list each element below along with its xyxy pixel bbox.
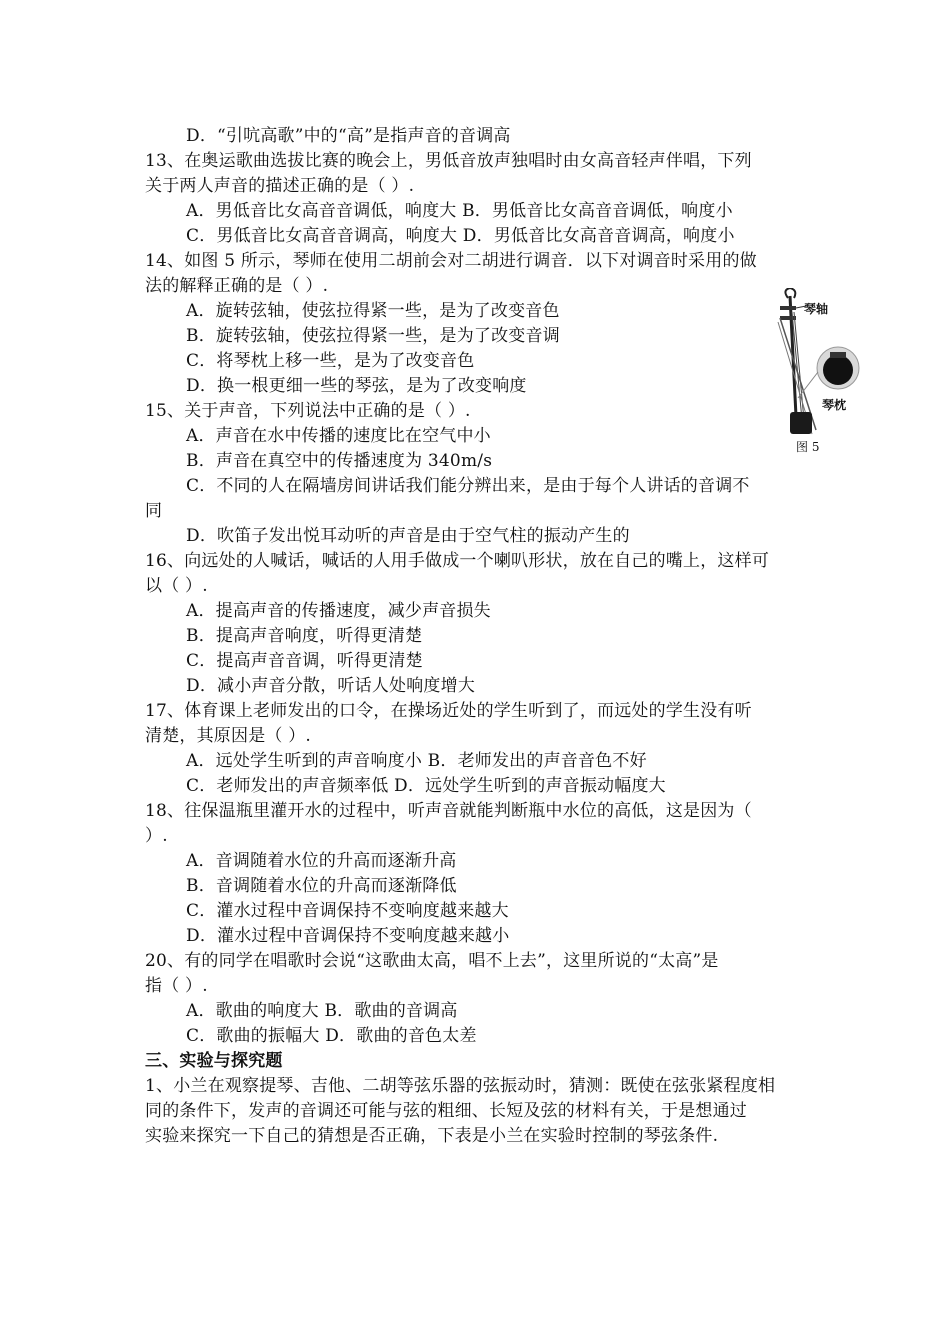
q15-option-a: A．声音在水中传播的速度比在空气中小 bbox=[186, 426, 491, 446]
q18-option-b: B．音调随着水位的升高而逐渐降低 bbox=[186, 876, 457, 896]
q13-stem-line1: 13、在奥运歌曲选拔比赛的晚会上，男低音放声独唱时由女高音轻声伴唱，下列 bbox=[145, 151, 752, 171]
section-heading-experiments: 三、实验与探究题 bbox=[145, 1051, 283, 1071]
q14-option-b: B．旋转弦轴，使弦拉得紧一些，是为了改变音调 bbox=[186, 326, 560, 346]
label-pillow: 琴枕 bbox=[822, 398, 847, 412]
q14-option-c: C．将琴枕上移一些，是为了改变音色 bbox=[186, 351, 475, 371]
q16-stem-line2: 以（ ）. bbox=[145, 576, 208, 596]
q17-options-ab: A．远处学生听到的声音响度小 B．老师发出的声音音色不好 bbox=[186, 751, 647, 771]
label-peg: 琴轴 bbox=[804, 302, 829, 316]
q17-stem-line2: 清楚，其原因是（ ）. bbox=[145, 726, 312, 746]
q20-options-cd: C．歌曲的振幅大 D．歌曲的音色太差 bbox=[186, 1026, 477, 1046]
q18-stem-line1: 18、往保温瓶里灌开水的过程中，听声音就能判断瓶中水位的高低，这是因为（ bbox=[145, 801, 752, 821]
q14-stem-line2: 法的解释正确的是（ ）. bbox=[145, 276, 329, 296]
exp1-text-line3: 实验来探究一下自己的猜想是否正确，下表是小兰在实验时控制的琴弦条件. bbox=[145, 1126, 719, 1146]
q18-option-c: C．灌水过程中音调保持不变响度越来越大 bbox=[186, 901, 509, 921]
q20-stem-line2: 指（ ）. bbox=[145, 976, 208, 996]
exp1-text-line2: 同的条件下，发声的音调还可能与弦的粗细、长短及弦的材料有关，于是想通过 bbox=[145, 1101, 747, 1121]
q18-option-a: A．音调随着水位的升高而逐渐升高 bbox=[186, 851, 457, 871]
q17-stem-line1: 17、体育课上老师发出的口令，在操场近处的学生听到了，而远处的学生没有听 bbox=[145, 701, 752, 721]
q14-option-a: A．旋转弦轴，使弦拉得紧一些，是为了改变音色 bbox=[186, 301, 560, 321]
figure-caption: 图 5 bbox=[796, 440, 820, 454]
q18-stem-line2: ）. bbox=[145, 826, 168, 846]
q14-stem-line1: 14、如图 5 所示，琴师在使用二胡前会对二胡进行调音．以下对调音时采用的做 bbox=[145, 251, 757, 271]
q15-option-c-line2: 同 bbox=[145, 501, 163, 521]
q16-option-d: D．减小声音分散，听话人处响度增大 bbox=[186, 676, 476, 696]
erhu-figure bbox=[776, 288, 862, 458]
q15-option-b: B．声音在真空中的传播速度为 340m/s bbox=[186, 451, 493, 471]
q13-options-ab: A．男低音比女高音音调低，响度大 B．男低音比女高音音调低，响度小 bbox=[186, 201, 733, 221]
q12-option-d: D．“引吭高歌”中的“高”是指声音的音调高 bbox=[186, 126, 511, 146]
q15-option-c-line1: C．不同的人在隔墙房间讲话我们能分辨出来，是由于每个人讲话的音调不 bbox=[186, 476, 750, 496]
q16-option-b: B．提高声音响度，听得更清楚 bbox=[186, 626, 423, 646]
q14-option-d: D．换一根更细一些的琴弦，是为了改变响度 bbox=[186, 376, 527, 396]
q20-options-ab: A．歌曲的响度大 B．歌曲的音调高 bbox=[186, 1001, 458, 1021]
q17-options-cd: C．老师发出的声音频率低 D．远处学生听到的声音振动幅度大 bbox=[186, 776, 666, 796]
q15-option-d: D．吹笛子发出悦耳动听的声音是由于空气柱的振动产生的 bbox=[186, 526, 630, 546]
q15-stem: 15、关于声音，下列说法中正确的是（ ）. bbox=[145, 401, 471, 421]
q16-option-c: C．提高声音音调，听得更清楚 bbox=[186, 651, 423, 671]
q13-options-cd: C．男低音比女高音音调高，响度大 D．男低音比女高音音调高，响度小 bbox=[186, 226, 735, 246]
q16-stem-line1: 16、向远处的人喊话，喊话的人用手做成一个喇叭形状，放在自己的嘴上，这样可 bbox=[145, 551, 770, 571]
q18-option-d: D．灌水过程中音调保持不变响度越来越小 bbox=[186, 926, 510, 946]
q13-stem-line2: 关于两人声音的描述正确的是（ ）. bbox=[145, 176, 415, 196]
q16-option-a: A．提高声音的传播速度，减少声音损失 bbox=[186, 601, 491, 621]
q20-stem-line1: 20、有的同学在唱歌时会说“这歌曲太高，唱不上去”，这里所说的“太高”是 bbox=[145, 951, 719, 971]
exp1-text-line1: 1、小兰在观察提琴、吉他、二胡等弦乐器的弦振动时，猜测：既使在弦张紧程度相 bbox=[145, 1076, 776, 1096]
